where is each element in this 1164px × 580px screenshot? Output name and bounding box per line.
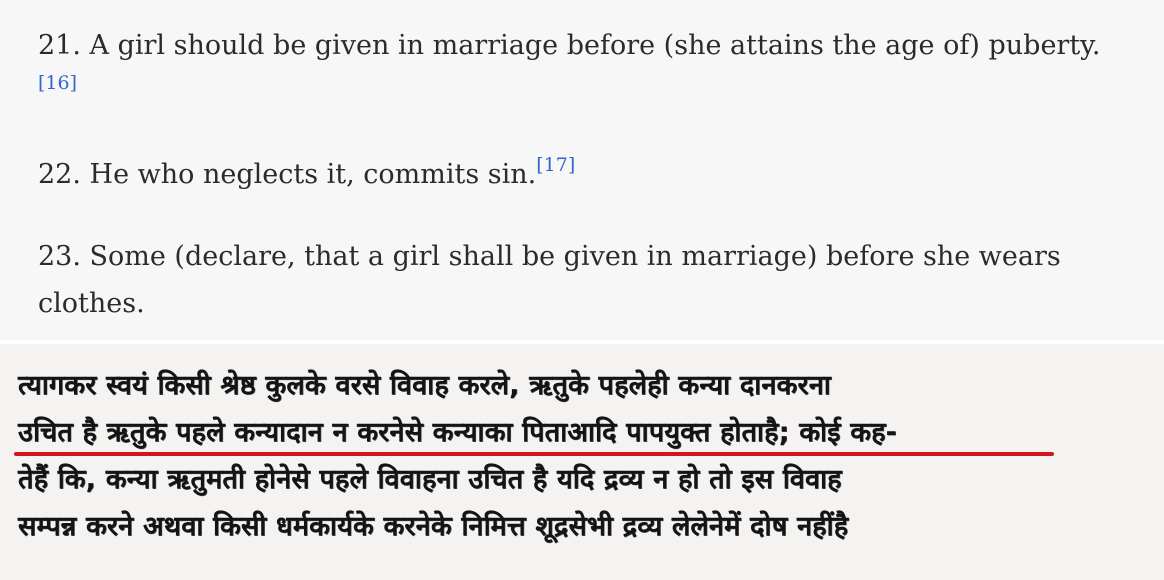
scan-line-2-highlighted: उचित है ऋतुके पहले कन्यादान न करनेसे कन्याका पिताआदि पापयुक्त होताहै; कोई कह- xyxy=(18,417,898,448)
verse-text: 23. Some (declare, that a girl shall be given in marriage) before she wears clothes. xyxy=(38,241,1061,319)
verse-text: 21. A girl should be given in marriage before (she attains the age of) puberty. xyxy=(38,30,1101,61)
citation-link[interactable]: [16] xyxy=(38,72,78,94)
verse-22 xyxy=(38,151,1124,198)
red-underline-highlight xyxy=(14,452,1054,456)
verse-21 xyxy=(38,22,1124,116)
scan-line-4: सम्पन्न करने अथवा किसी धर्मकार्यके करनेके निमित्त शूद्रसेभी द्रव्य लेलेनेमें दोष नहींहै xyxy=(18,511,849,542)
verse-23 xyxy=(38,233,1124,327)
citation-link[interactable]: [17] xyxy=(536,154,576,176)
scanned-hindi-excerpt xyxy=(0,344,1164,580)
verse-text: 22. He who neglects it, commits sin. xyxy=(38,159,537,190)
scan-line-3: तेहैं कि, कन्या ऋतुमती होनेसे पहले विवाहना उचित है यदि द्रव्य न हो तो इस विवाह xyxy=(18,464,842,495)
scan-line-1: त्यागकर स्वयं किसी श्रेष्ठ कुलके वरसे विवाह करले, ऋतुके पहलेही कन्या दानकरना xyxy=(18,370,831,401)
